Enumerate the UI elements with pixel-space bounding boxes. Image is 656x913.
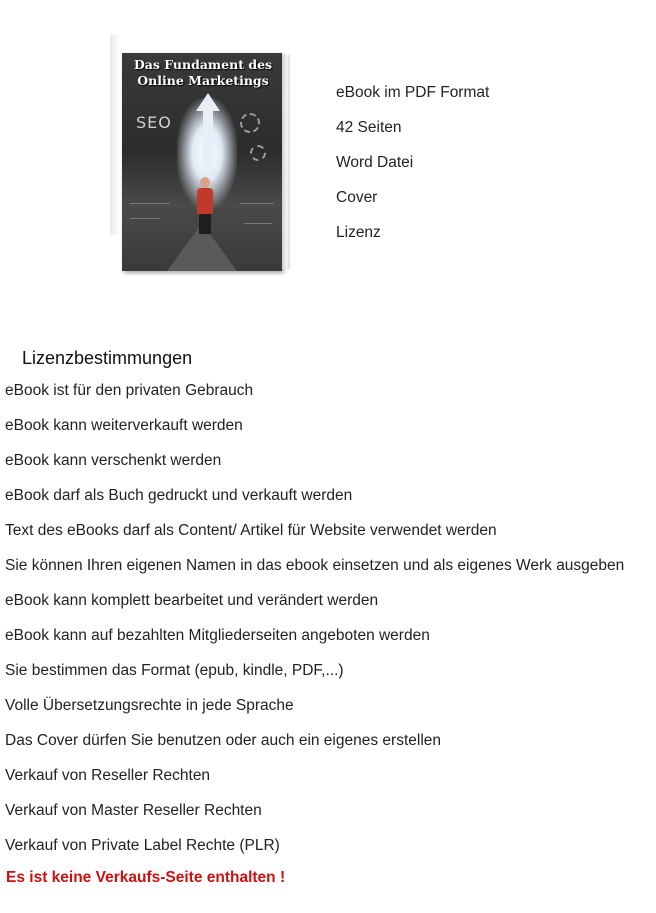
license-terms-list xyxy=(5,381,624,871)
license-item: Verkauf von Reseller Rechten xyxy=(5,767,211,784)
license-heading: Lizenzbestimmungen xyxy=(22,348,193,368)
product-features-list xyxy=(336,83,489,258)
cover-seo-text: SEO xyxy=(136,113,172,132)
person-body xyxy=(197,188,213,214)
license-item: eBook kann weiterverkauft werden xyxy=(5,417,243,434)
license-item: eBook kann auf bezahlten Mitgliederseiten angeboten werden xyxy=(5,627,430,644)
feature-item: eBook im PDF Format xyxy=(336,84,490,101)
feature-item: 42 Seiten xyxy=(336,119,402,136)
license-item: Das Cover dürfen Sie benutzen oder auch ein eigenes erstellen xyxy=(5,732,441,749)
book-page-edge xyxy=(282,55,290,269)
license-item: eBook kann komplett bearbeitet und verändert werden xyxy=(5,592,379,609)
license-item: Volle Übersetzungsrechte in jede Sprache xyxy=(5,697,294,714)
feature-item: Lizenz xyxy=(336,224,381,241)
feature-item: Cover xyxy=(336,189,378,206)
cover-chart-line xyxy=(130,203,170,204)
arrow-shaft xyxy=(203,111,213,171)
license-item: Sie können Ihren eigenen Namen in das ebook einsetzen und als eigenes Werk ausgeben xyxy=(5,557,625,574)
license-item: eBook ist für den privaten Gebrauch xyxy=(5,382,254,399)
book-shadow xyxy=(110,35,120,235)
license-item: eBook kann verschenkt werden xyxy=(5,452,222,469)
license-item: Verkauf von Master Reseller Rechten xyxy=(5,802,262,819)
ebook-cover-image xyxy=(110,35,300,280)
gear-icon xyxy=(240,113,260,133)
license-item: Verkauf von Private Label Rechte (PLR) xyxy=(5,837,280,854)
arrow-up-icon xyxy=(196,93,220,111)
license-item: Sie bestimmen das Format (epub, kindle, PDF,...) xyxy=(5,662,344,679)
cover-chart-line xyxy=(244,223,272,224)
license-item: Text des eBooks darf als Content/ Artikel für Website verwendet werden xyxy=(5,522,497,539)
cover-chart-line xyxy=(240,203,274,204)
no-sales-page-notice: Es ist keine Verkaufs-Seite enthalten ! xyxy=(6,869,286,886)
cover-chart-line xyxy=(130,218,160,219)
cover-title: Das Fundament des Online Marketings xyxy=(133,57,273,88)
book-cover xyxy=(122,53,282,271)
license-item: eBook darf als Buch gedruckt und verkauft werden xyxy=(5,487,353,504)
person-legs xyxy=(199,214,211,234)
person-head xyxy=(200,177,210,188)
feature-item: Word Datei xyxy=(336,154,414,171)
gear-icon xyxy=(250,145,266,161)
